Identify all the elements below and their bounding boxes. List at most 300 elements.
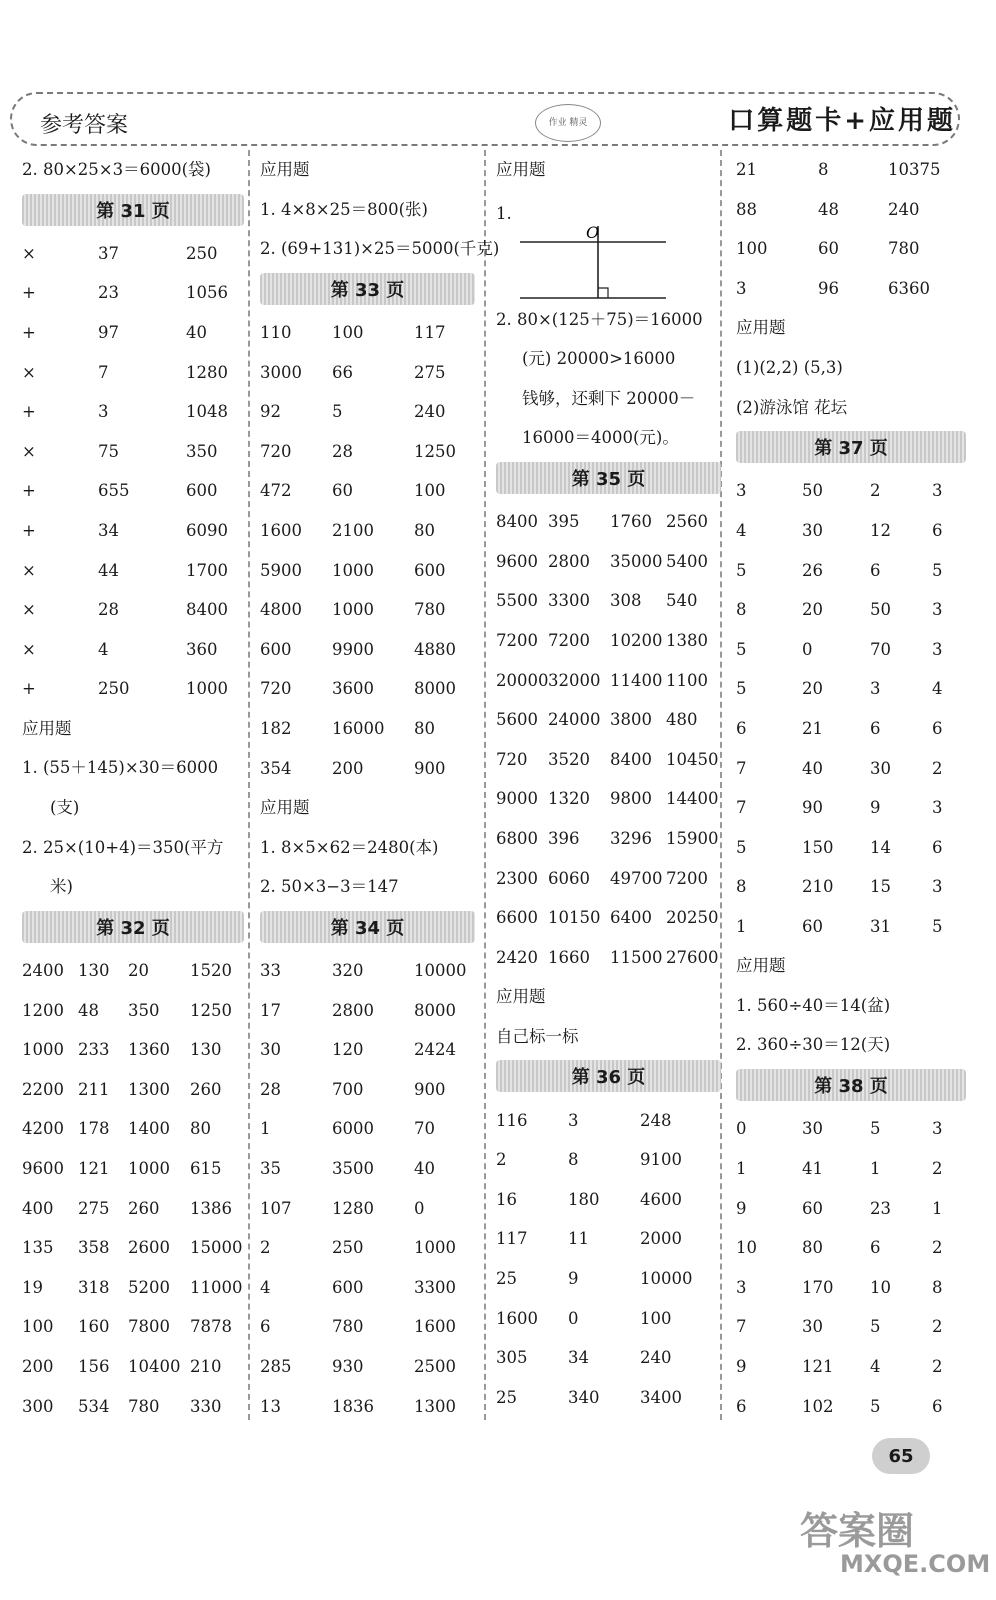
application-label: 应用题 — [260, 797, 310, 817]
table-cell: 100 — [414, 481, 446, 501]
table-cell: 3 — [736, 481, 747, 501]
table-cell: 2420 — [496, 947, 538, 967]
table-row — [736, 1386, 966, 1426]
table-cell: 7200 — [496, 631, 538, 651]
table-cell: 1000 — [332, 600, 374, 620]
table-row — [22, 432, 244, 472]
table-row — [22, 590, 244, 630]
table-row — [22, 550, 244, 590]
table-row — [496, 502, 721, 542]
table-row — [496, 1219, 721, 1259]
table-row — [496, 700, 721, 740]
table-cell: 182 — [260, 719, 292, 739]
table-cell: 8 — [736, 877, 747, 897]
table-cell: 90 — [802, 798, 823, 818]
table-cell: 27600 — [666, 947, 719, 967]
table-cell: 19 — [22, 1277, 43, 1297]
table-cell: 8000 — [414, 1000, 456, 1020]
table-cell: 1600 — [414, 1317, 456, 1337]
table-cell: + — [22, 402, 36, 422]
table-cell: 9 — [870, 798, 881, 818]
table-cell: 30 — [260, 1040, 281, 1060]
table-cell: + — [22, 323, 36, 343]
page-33-title: 第 33 页 — [260, 273, 475, 305]
table-cell: 3600 — [332, 679, 374, 699]
table-cell: 32000 — [548, 670, 601, 690]
table-cell: 4 — [870, 1356, 881, 1376]
table-cell: 318 — [78, 1277, 110, 1297]
table-cell: 6600 — [496, 908, 538, 928]
table-cell: 1760 — [610, 512, 652, 532]
table-cell: 6 — [932, 1396, 943, 1416]
table-cell: 121 — [802, 1356, 834, 1376]
table-cell: 1200 — [22, 1000, 64, 1020]
table-cell: 3 — [932, 798, 943, 818]
header-title: 参考答案 — [40, 113, 129, 138]
table-row — [22, 990, 244, 1030]
table-cell: 8 — [736, 600, 747, 620]
table-row — [22, 352, 244, 392]
perpendicular-diagram — [496, 190, 721, 300]
table-row — [736, 1149, 966, 1189]
table-row — [260, 432, 475, 472]
table-cell: 0 — [568, 1308, 579, 1328]
table-cell: 5500 — [496, 591, 538, 611]
table-cell: 2424 — [414, 1040, 456, 1060]
table-cell: 720 — [496, 749, 528, 769]
page-32-table — [22, 951, 244, 1426]
top-table — [736, 150, 966, 308]
table-cell: 5 — [736, 560, 747, 580]
table-cell: 92 — [260, 402, 281, 422]
page-37-title: 第 37 页 — [736, 431, 966, 463]
table-cell: 28 — [332, 441, 353, 461]
table-cell: 930 — [332, 1356, 364, 1376]
table-cell: 540 — [666, 591, 698, 611]
table-cell: 6 — [736, 719, 747, 739]
table-cell: 2300 — [496, 868, 538, 888]
table-cell: 6000 — [332, 1119, 374, 1139]
table-row — [496, 542, 721, 582]
table-cell: 15000 — [190, 1238, 243, 1258]
page-34-table — [260, 951, 475, 1426]
table-row — [260, 550, 475, 590]
table-row — [22, 273, 244, 313]
table-row — [22, 1228, 244, 1268]
book-title: 口算题卡+应用题 — [728, 106, 956, 136]
table-cell: 7 — [736, 1317, 747, 1337]
page-37-table — [736, 471, 966, 946]
table-row — [736, 1109, 966, 1149]
table-cell: 9000 — [496, 789, 538, 809]
table-cell: 102 — [802, 1396, 834, 1416]
table-cell: 1000 — [332, 560, 374, 580]
table-cell: 275 — [78, 1198, 110, 1218]
table-row — [22, 471, 244, 511]
table-cell: 15 — [870, 877, 891, 897]
table-cell: 21 — [736, 160, 757, 180]
table-cell: 117 — [414, 323, 446, 343]
table-cell: 720 — [260, 679, 292, 699]
table-cell: 26 — [802, 560, 823, 580]
table-cell: 2560 — [666, 512, 708, 532]
table-cell: 170 — [802, 1277, 834, 1297]
table-cell: 35000 — [610, 551, 663, 571]
table-cell: 60 — [802, 916, 823, 936]
table-cell: 5900 — [260, 560, 302, 580]
table-cell: 200 — [22, 1356, 54, 1376]
table-cell: 3 — [98, 402, 109, 422]
column-divider — [484, 150, 486, 1420]
table-cell: 10150 — [548, 908, 601, 928]
table-cell: 28 — [260, 1079, 281, 1099]
table-row — [496, 779, 721, 819]
table-row — [260, 392, 475, 432]
table-row — [496, 1259, 721, 1299]
table-row — [260, 669, 475, 709]
table-cell: 80 — [190, 1119, 211, 1139]
table-cell: 395 — [548, 512, 580, 532]
answer-line: (1)(2,2) (5,3) — [736, 357, 843, 377]
table-cell: 4 — [98, 639, 109, 659]
table-cell: 100 — [640, 1308, 672, 1328]
table-cell: 285 — [260, 1356, 292, 1376]
table-cell: + — [22, 481, 36, 501]
table-row — [260, 511, 475, 551]
application-label: 应用题 — [260, 160, 310, 179]
answer-line: 2. 25×(10+4)＝350(平方 — [22, 837, 224, 857]
table-row — [260, 951, 475, 991]
answer-line: 2. 80×(125＋75)＝16000 — [496, 309, 703, 329]
table-cell: 5 — [932, 916, 943, 936]
table-cell: 9 — [736, 1198, 747, 1218]
table-cell: 160 — [78, 1317, 110, 1337]
table-cell: 7200 — [548, 631, 590, 651]
table-cell: 3296 — [610, 829, 652, 849]
table-cell: 107 — [260, 1198, 292, 1218]
table-cell: + — [22, 679, 36, 699]
table-cell: 5 — [870, 1119, 881, 1139]
table-cell: 150 — [802, 837, 834, 857]
table-cell: 275 — [414, 362, 446, 382]
table-cell: 3000 — [260, 362, 302, 382]
table-cell: 211 — [78, 1079, 110, 1099]
table-cell: 16 — [496, 1189, 517, 1209]
table-cell: 1250 — [414, 441, 456, 461]
table-cell: 5400 — [666, 551, 708, 571]
table-cell: 41 — [802, 1158, 823, 1178]
table-cell: 7878 — [190, 1317, 232, 1337]
table-row — [736, 748, 966, 788]
table-cell: 1386 — [190, 1198, 232, 1218]
table-row — [496, 1338, 721, 1378]
table-cell: 10000 — [414, 960, 467, 980]
table-cell: 3 — [736, 279, 747, 299]
table-cell: 5 — [870, 1317, 881, 1337]
table-row — [736, 590, 966, 630]
column-divider — [248, 150, 250, 1420]
table-cell: 4800 — [260, 600, 302, 620]
answer-line: 1. 8×5×62＝2480(本) — [260, 837, 439, 857]
table-cell: 9 — [736, 1356, 747, 1376]
table-cell: 2100 — [332, 521, 374, 541]
table-cell: 88 — [736, 199, 757, 219]
table-cell: 250 — [98, 679, 130, 699]
table-cell: 5 — [736, 639, 747, 659]
table-cell: 300 — [22, 1396, 54, 1416]
table-cell: 9900 — [332, 639, 374, 659]
table-cell: 4 — [260, 1277, 271, 1297]
table-cell: 9100 — [640, 1150, 682, 1170]
table-cell: 358 — [78, 1238, 110, 1258]
table-cell: 24000 — [548, 710, 601, 730]
table-cell: 17 — [260, 1000, 281, 1020]
table-row — [260, 1307, 475, 1347]
table-row — [736, 709, 966, 749]
table-cell: 6 — [870, 719, 881, 739]
table-cell: 130 — [190, 1040, 222, 1060]
table-cell: 1660 — [548, 947, 590, 967]
table-cell: 0 — [736, 1119, 747, 1139]
table-cell: 6 — [932, 837, 943, 857]
table-cell: 3300 — [548, 591, 590, 611]
table-cell: 4600 — [640, 1189, 682, 1209]
table-cell: 6090 — [186, 521, 228, 541]
table-cell: 210 — [802, 877, 834, 897]
table-cell: 320 — [332, 960, 364, 980]
table-cell: 350 — [128, 1000, 160, 1020]
answer-line: 2. 50×3−3＝147 — [260, 877, 399, 897]
table-row — [22, 1386, 244, 1426]
page-32-title: 第 32 页 — [22, 911, 244, 943]
table-cell: 2400 — [22, 960, 64, 980]
answer-line: (2)游泳馆 花坛 — [736, 397, 848, 417]
table-row — [22, 1267, 244, 1307]
table-cell: 354 — [260, 758, 292, 778]
table-row — [22, 1069, 244, 1109]
table-cell: 1 — [932, 1198, 943, 1218]
table-cell: 6060 — [548, 868, 590, 888]
table-row — [22, 234, 244, 274]
table-cell: 8 — [818, 160, 829, 180]
table-row — [22, 630, 244, 670]
table-cell: 5600 — [496, 710, 538, 730]
table-cell: 110 — [260, 323, 292, 343]
table-cell: 156 — [78, 1356, 110, 1376]
table-cell: 44 — [98, 560, 119, 580]
table-cell: 30 — [870, 758, 891, 778]
table-cell: 1600 — [496, 1308, 538, 1328]
table-cell: 3 — [932, 481, 943, 501]
table-cell: 340 — [568, 1387, 600, 1407]
table-cell: 240 — [640, 1348, 672, 1368]
table-cell: 3 — [932, 877, 943, 897]
table-cell: 780 — [888, 239, 920, 259]
table-cell: 7200 — [666, 868, 708, 888]
table-cell: 8000 — [414, 679, 456, 699]
table-cell: 3800 — [610, 710, 652, 730]
table-cell: 1700 — [186, 560, 228, 580]
table-row — [260, 630, 475, 670]
table-cell: 13 — [260, 1396, 281, 1416]
table-row — [260, 1228, 475, 1268]
table-cell: 2 — [870, 481, 881, 501]
table-cell: 250 — [332, 1238, 364, 1258]
answer-line: 1. 560÷40＝14(盆) — [736, 995, 891, 1015]
table-cell: 8400 — [186, 600, 228, 620]
table-cell: 23 — [870, 1198, 891, 1218]
table-cell: 34 — [568, 1348, 589, 1368]
answer-line: (元) 20000>16000 — [522, 349, 676, 369]
table-cell: 5 — [332, 402, 343, 422]
table-cell: 6 — [870, 560, 881, 580]
table-cell: + — [22, 521, 36, 541]
table-cell: 40 — [414, 1158, 435, 1178]
table-cell: + — [22, 283, 36, 303]
table-cell: 20 — [128, 960, 149, 980]
table-cell: 28 — [98, 600, 119, 620]
table-cell: 1056 — [186, 283, 228, 303]
table-cell: 1000 — [414, 1238, 456, 1258]
table-row — [260, 1188, 475, 1228]
table-cell: 250 — [186, 243, 218, 263]
table-cell: 15900 — [666, 829, 719, 849]
table-cell: 2 — [932, 1238, 943, 1258]
table-cell: 655 — [98, 481, 130, 501]
page-36-title: 第 36 页 — [496, 1060, 721, 1092]
table-cell: 1300 — [414, 1396, 456, 1416]
table-cell: 135 — [22, 1238, 54, 1258]
table-cell: 615 — [190, 1158, 222, 1178]
perpendicular-lines-svg — [516, 190, 676, 300]
table-cell: 396 — [548, 829, 580, 849]
table-cell: 11000 — [190, 1277, 243, 1297]
table-cell: 2 — [496, 1150, 507, 1170]
table-cell: 2 — [260, 1238, 271, 1258]
watermark-url: MXQE.COM — [840, 1550, 991, 1578]
table-row — [736, 1188, 966, 1228]
table-cell: 3 — [870, 679, 881, 699]
table-row — [260, 1267, 475, 1307]
table-cell: 80 — [414, 521, 435, 541]
table-cell: 130 — [78, 960, 110, 980]
point-o-label: O — [586, 222, 600, 242]
table-cell: 30 — [802, 521, 823, 541]
page-31-table — [22, 234, 244, 709]
table-cell: 48 — [818, 199, 839, 219]
table-row — [496, 1377, 721, 1417]
table-cell: 600 — [260, 639, 292, 659]
table-row — [22, 669, 244, 709]
table-cell: 3400 — [640, 1387, 682, 1407]
table-row — [496, 1298, 721, 1338]
table-row — [736, 630, 966, 670]
table-cell: 308 — [610, 591, 642, 611]
table-cell: 10450 — [666, 749, 719, 769]
table-cell: 1280 — [186, 362, 228, 382]
table-cell: 100 — [736, 239, 768, 259]
column-2 — [260, 150, 500, 1426]
table-cell: 6800 — [496, 829, 538, 849]
table-cell: 6 — [932, 521, 943, 541]
table-cell: 70 — [870, 639, 891, 659]
table-cell: 7800 — [128, 1317, 170, 1337]
table-cell: 1100 — [666, 670, 708, 690]
table-cell: 70 — [414, 1119, 435, 1139]
page-35-table — [496, 502, 721, 977]
table-cell: 121 — [78, 1158, 110, 1178]
table-cell: 10 — [870, 1277, 891, 1297]
table-cell: 240 — [414, 402, 446, 422]
answer-line: 钱够，还剩下 20000－ — [522, 388, 696, 408]
table-cell: 9800 — [610, 789, 652, 809]
table-cell: 40 — [186, 323, 207, 343]
table-row — [496, 1100, 721, 1140]
table-cell: 31 — [870, 916, 891, 936]
table-row — [260, 709, 475, 749]
table-cell: 3500 — [332, 1158, 374, 1178]
table-row — [736, 150, 966, 190]
table-cell: 11500 — [610, 947, 663, 967]
table-cell: 210 — [190, 1356, 222, 1376]
table-cell: 600 — [332, 1277, 364, 1297]
page-number: 65 — [872, 1438, 930, 1474]
page-38-table — [736, 1109, 966, 1426]
table-cell: 12 — [870, 521, 891, 541]
answer-line: 自己标一标 — [496, 1026, 579, 1046]
table-cell: 2800 — [332, 1000, 374, 1020]
table-cell: 25 — [496, 1387, 517, 1407]
table-row — [736, 1347, 966, 1387]
table-cell: 6400 — [610, 908, 652, 928]
table-cell: 1400 — [128, 1119, 170, 1139]
table-row — [736, 669, 966, 709]
table-row — [496, 660, 721, 700]
table-row — [496, 898, 721, 938]
table-row — [736, 269, 966, 309]
table-cell: 260 — [128, 1198, 160, 1218]
table-cell: 116 — [496, 1110, 528, 1130]
table-cell: 33 — [260, 960, 281, 980]
table-cell: 5 — [736, 679, 747, 699]
table-cell: 37 — [98, 243, 119, 263]
table-cell: 2 — [932, 1158, 943, 1178]
table-cell: 16000 — [332, 719, 385, 739]
table-cell: 1380 — [666, 631, 708, 651]
table-cell: 48 — [78, 1000, 99, 1020]
table-cell: 1 — [870, 1158, 881, 1178]
table-cell: 23 — [98, 283, 119, 303]
table-row — [260, 313, 475, 353]
page-31-title: 第 31 页 — [22, 194, 244, 226]
table-row — [260, 471, 475, 511]
table-cell: 49700 — [610, 868, 663, 888]
page-36-table — [496, 1100, 721, 1417]
table-cell: 180 — [568, 1189, 600, 1209]
table-cell: 305 — [496, 1348, 528, 1368]
table-row — [736, 907, 966, 947]
table-row — [260, 990, 475, 1030]
table-cell: 248 — [640, 1110, 672, 1130]
table-cell: 34 — [98, 521, 119, 541]
table-cell: 10000 — [640, 1268, 693, 1288]
table-cell: 20 — [802, 679, 823, 699]
application-label: 应用题 — [496, 987, 546, 1007]
table-cell: 1 — [260, 1119, 271, 1139]
table-cell: 600 — [186, 481, 218, 501]
table-row — [22, 1307, 244, 1347]
table-cell: 75 — [98, 441, 119, 461]
